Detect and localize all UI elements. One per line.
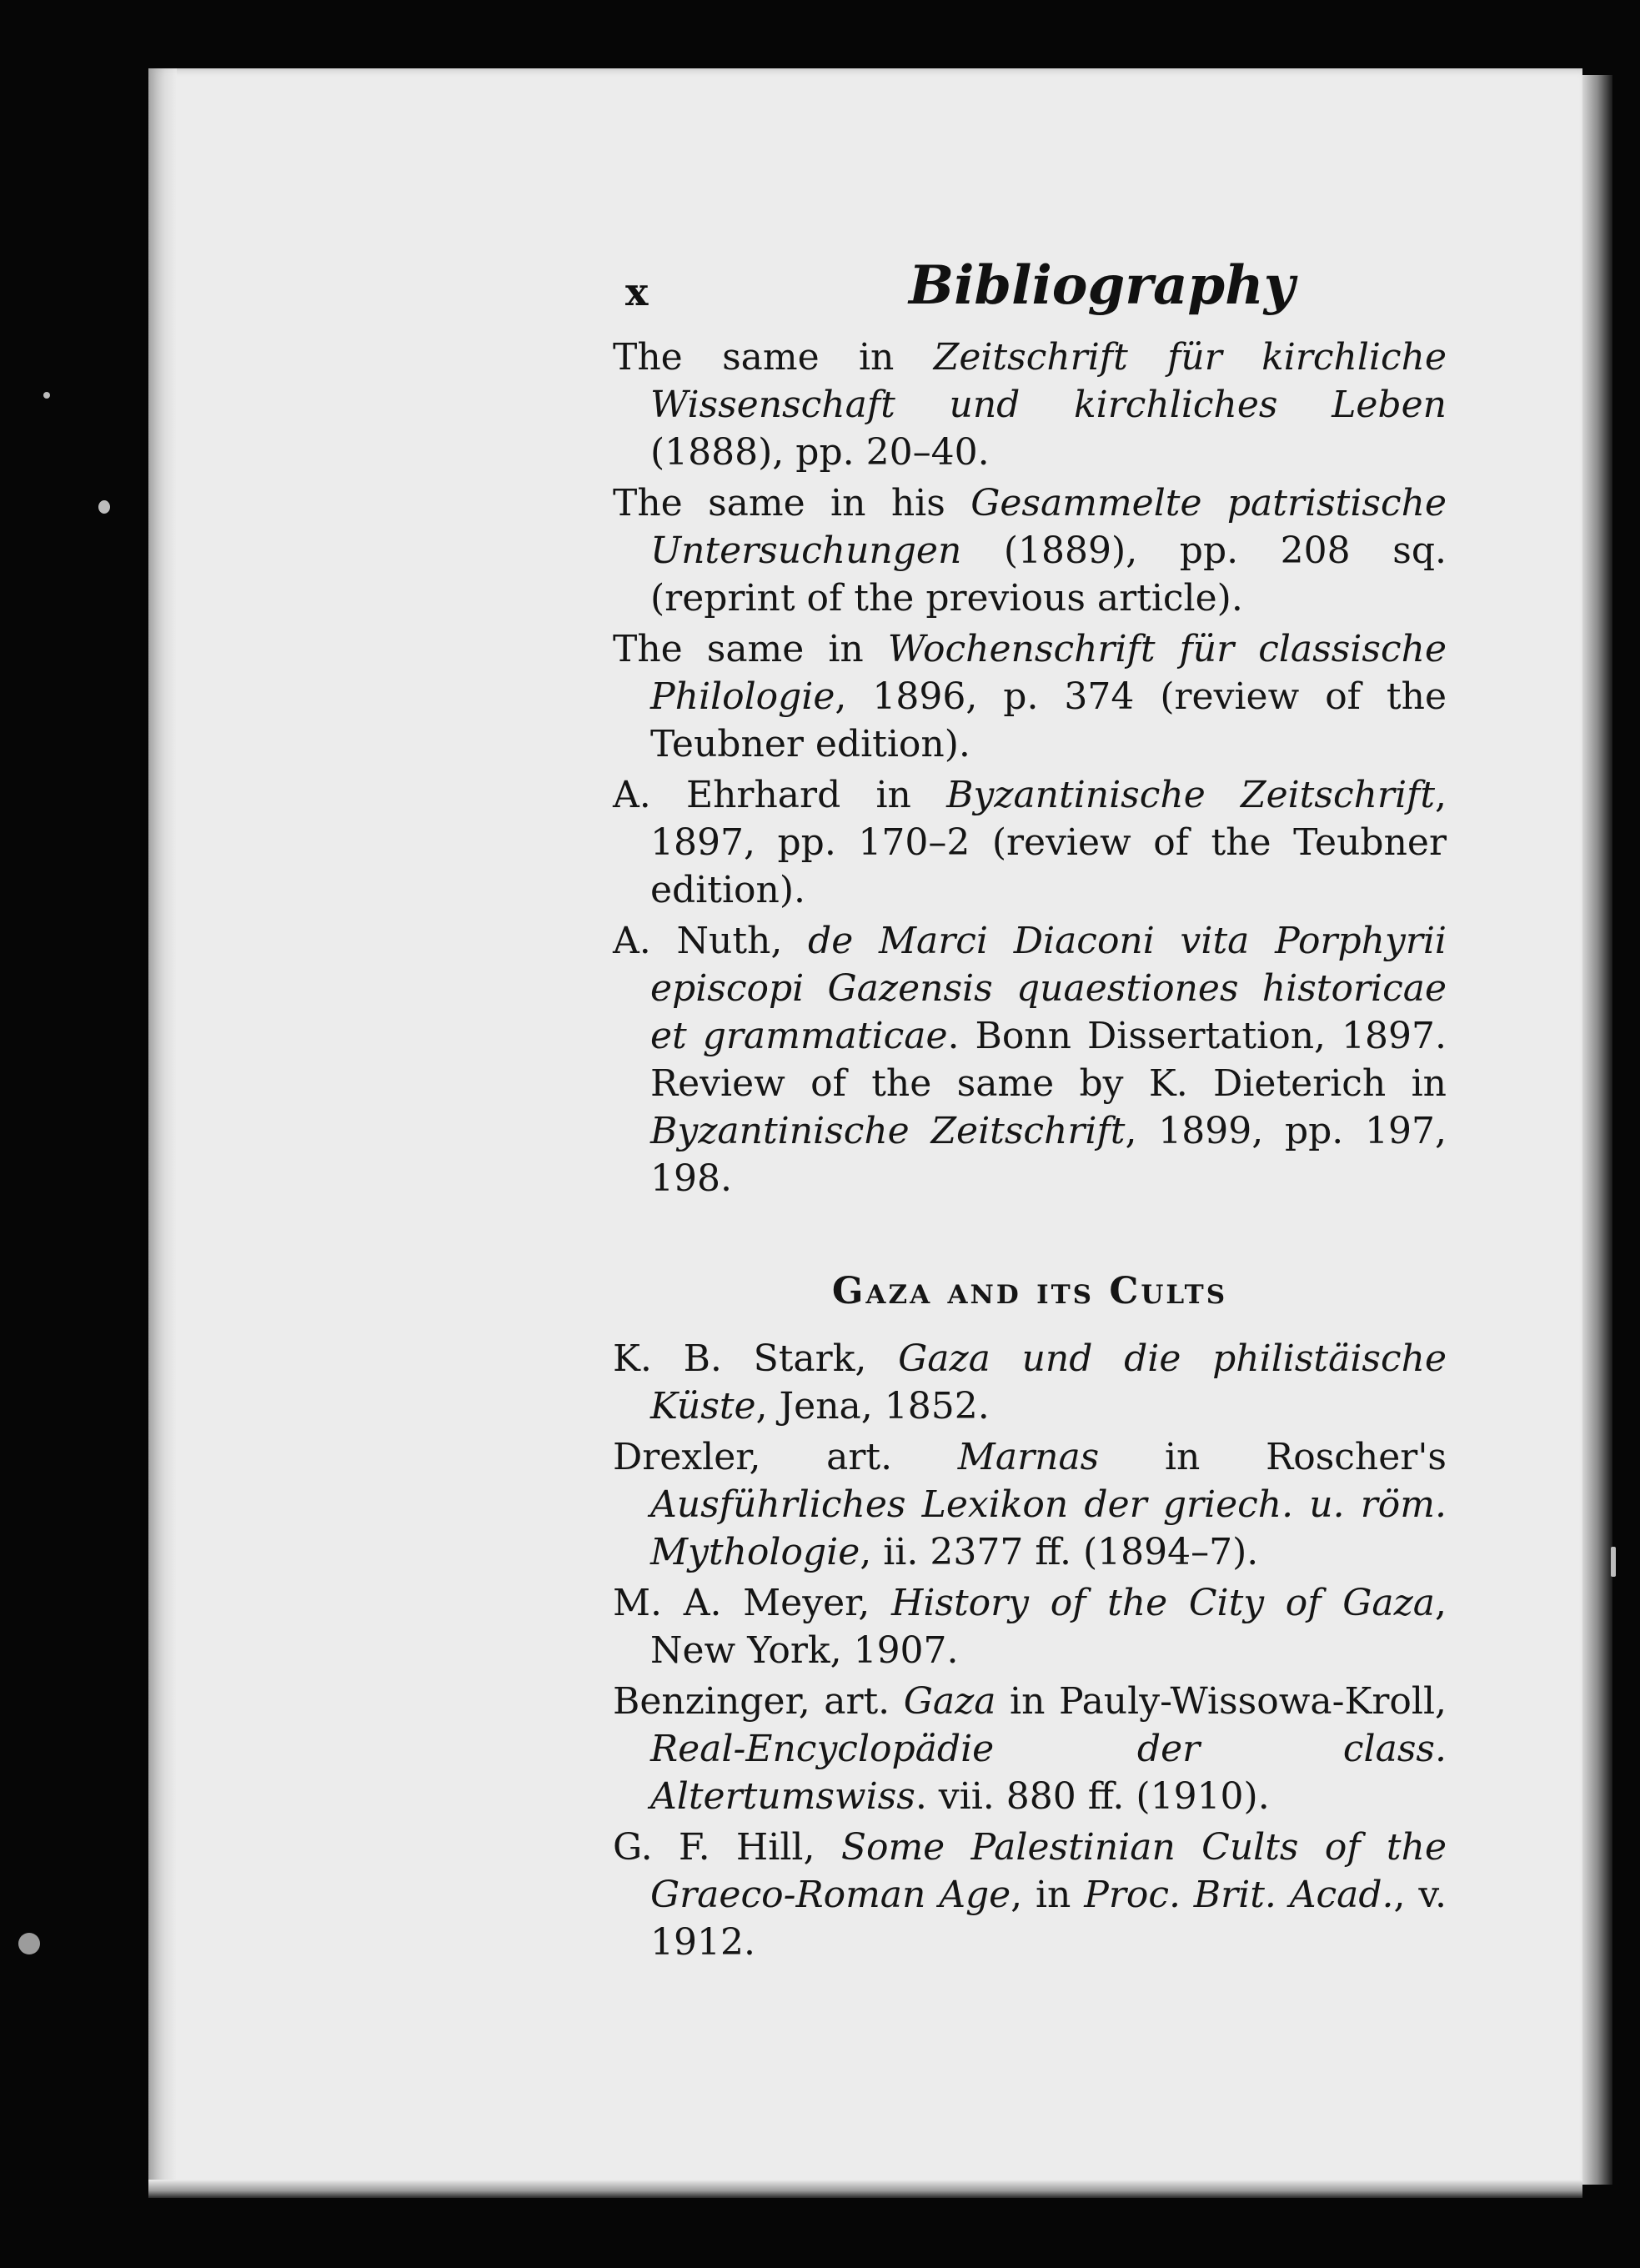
- page-right-edge: [1582, 75, 1612, 2185]
- running-title: Bibliography: [909, 254, 1295, 317]
- section-heading: Gaza and its Cults: [831, 1270, 1228, 1312]
- bibliography-entry: M. A. Meyer, History of the City of Gaza, New York, 1907.: [613, 1582, 1447, 1672]
- page-bottom-edge: [148, 2180, 1582, 2198]
- scan-speck: [1611, 1547, 1616, 1577]
- bibliography-entry: The same in Zeitschrift für kirchliche Wissenschaft und kirchliches Leben (1888), pp. 20–40.: [613, 336, 1447, 474]
- page-number: x: [625, 269, 649, 314]
- bibliography-entry: A. Nuth, de Marci Diaconi vita Porphyrii episcopi Gazensis quaestiones historicae et grammaticae. Bonn Dissertation, 1897. Review of the same by K. Dieterich in Byzantinische Zeitschrift, 1899, pp. 197, 198.: [613, 920, 1447, 1200]
- bibliography-entry: The same in his Gesammelte patristische Untersuchungen (1889), pp. 208 sq. (reprint of the previous article).: [613, 482, 1447, 620]
- bibliography-entry: A. Ehrhard in Byzantinische Zeitschrift, 1897, pp. 170–2 (review of the Teubner edition).: [613, 774, 1447, 911]
- bibliography-entry: K. B. Stark, Gaza und die philistäische Küste, Jena, 1852.: [613, 1337, 1447, 1428]
- bibliography-entry: Drexler, art. Marnas in Roscher's Ausführliches Lexikon der griech. u. röm. Mythologie, ii. 2377 ff. (1894–7).: [613, 1436, 1447, 1573]
- scan-speck: [18, 1933, 40, 1954]
- bibliography-entry: G. F. Hill, Some Palestinian Cults of the Graeco-Roman Age, in Proc. Brit. Acad., v. 1912.: [613, 1826, 1447, 1964]
- bibliography-entry: Benzinger, art. Gaza in Pauly-Wissowa-Kroll, Real-Encyclopädie der class. Altertumswiss. vii. 880 ff. (1910).: [613, 1680, 1447, 1818]
- scan-speck: [98, 500, 110, 514]
- bibliography-body: [613, 334, 1447, 1969]
- scan-speck: [43, 392, 50, 399]
- page-gutter-shadow: [148, 68, 177, 2193]
- bibliography-entry: The same in Wochenschrift für classische Philologie, 1896, p. 374 (review of the Teubner edition).: [613, 628, 1447, 765]
